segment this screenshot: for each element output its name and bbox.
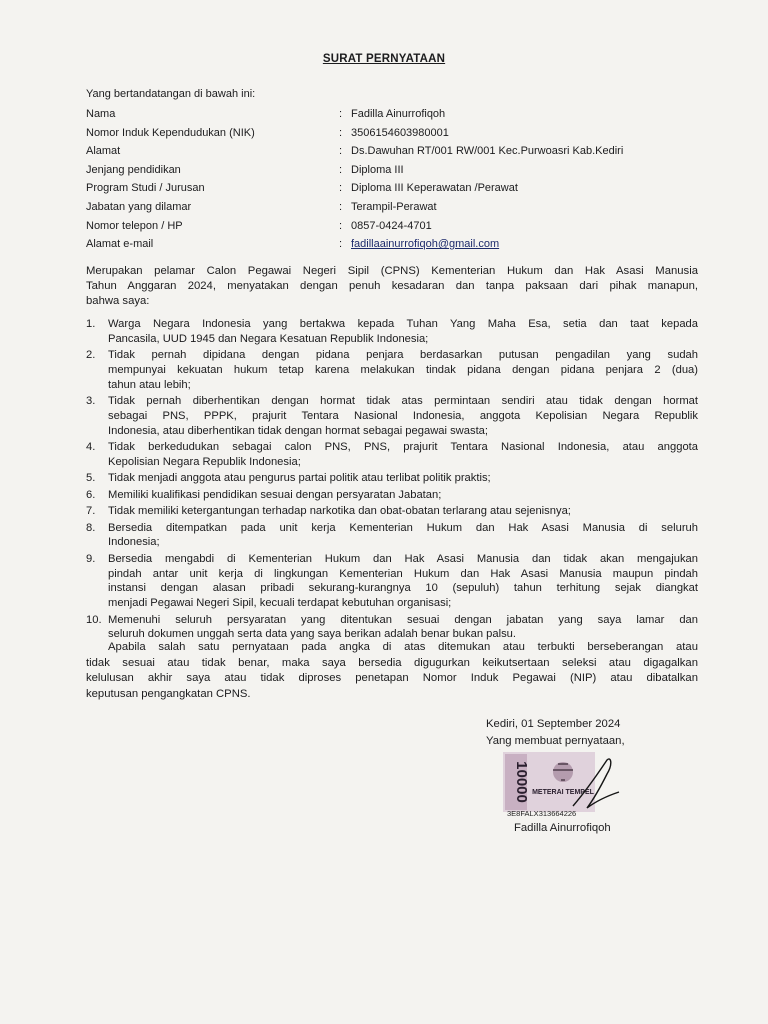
list-line: Memenuhi seluruh persyaratan yang ditentukan sesuai dengan jabatan yang saya lamar dan <box>108 613 698 626</box>
list-line: Tidak pernah dipidana dengan pidana penjara berdasarkan putusan pengadilan yang sudah <box>108 349 698 362</box>
list-line: menjadi Pegawai Negeri Sipil, kecuali terdapat kebutuhan organisasi; <box>108 597 452 610</box>
list-line: Tidak memiliki ketergantungan terhadap narkotika dan obat-obatan terlarang atau sejenisnya; <box>108 505 571 518</box>
list-line: sebagai PNS, PPPK, prajurit Tentara Nasional Indonesia, anggota Kepolisian Negara Republik <box>108 409 698 422</box>
signature-block <box>486 716 625 750</box>
list-item <box>86 471 698 486</box>
list-item <box>86 521 698 550</box>
list-item <box>86 440 698 469</box>
field-value: Terampil-Perawat <box>351 200 437 213</box>
list-number: 7. <box>86 505 96 518</box>
field-value: Fadilla Ainurrofiqoh <box>351 108 446 120</box>
list-line: Tidak menjadi anggota atau pengurus partai politik atau terlibat politik praktis; <box>108 472 491 485</box>
list-item <box>86 504 698 519</box>
field-label: Program Studi / Jurusan <box>86 182 205 195</box>
list-number: 8. <box>86 521 96 534</box>
list-number: 4. <box>86 441 96 454</box>
list-item <box>86 552 698 611</box>
field-label: Nama <box>86 108 116 120</box>
stamp-value: 10000 <box>513 761 530 803</box>
field-colon: : <box>339 145 343 158</box>
list-line: Bersedia ditempatkan pada unit kerja Kementerian Hukum dan Hak Asasi Manusia di seluruh <box>108 521 698 534</box>
document-title: SURAT PERNYATAAN <box>322 53 446 65</box>
signer-caption: Yang membuat pernyataan, <box>486 735 625 747</box>
list-number: 5. <box>86 472 96 485</box>
list-line: instansi dengan alasan pribadi sekurang-kurangnya 10 (sepuluh) tahun terhitung sejak diangkat <box>108 582 698 595</box>
field-label: Nomor telepon / HP <box>86 219 183 232</box>
list-line: Tidak pernah diberhentikan dengan hormat tidak atas permintaan sendiri atau tidak dengan hormat <box>108 395 698 408</box>
list-line: tahun atau lebih; <box>108 378 191 391</box>
field-value: Ds.Dawuhan RT/001 RW/001 Kec.Purwoasri Kab.Kediri <box>351 145 624 158</box>
closing-line: keputusan pengangkatan CPNS. <box>86 687 251 700</box>
paragraph-line: Merupakan pelamar Calon Pegawai Negeri Sipil (CPNS) Kementerian Hukum dan Hak Asasi Manusia <box>86 265 698 277</box>
field-label: Jenjang pendidikan <box>86 163 181 176</box>
stamp-label: METERAI TEMPEL <box>532 789 594 796</box>
list-item <box>86 488 698 503</box>
list-line: seluruh dokumen unggah serta data yang saya berikan adalah benar bukan palsu. <box>108 628 517 641</box>
list-number: 6. <box>86 488 96 501</box>
list-item <box>86 348 698 392</box>
revenue-stamp <box>503 752 621 818</box>
field-colon: : <box>339 238 343 251</box>
list-line: Indonesia; <box>108 536 160 549</box>
closing-line: tidak sesuai atau tidak benar, maka saya bersedia digugurkan keikutsertaan seleksi atau digagalkan <box>86 656 698 669</box>
list-number: 1. <box>86 318 96 330</box>
field-value: Diploma III Keperawatan /Perawat <box>351 182 518 195</box>
field-value: 0857-0424-4701 <box>351 219 432 232</box>
field-colon: : <box>339 126 343 139</box>
field-colon: : <box>339 200 343 213</box>
list-line: Indonesia, atau diberhentikan tidak dengan hormat sebagai pegawai swasta; <box>108 424 489 437</box>
field-colon: : <box>339 182 343 195</box>
paragraph-line: bahwa saya: <box>86 295 150 307</box>
list-line: Tidak berkedudukan sebagai calon PNS, PNS, prajurit Tentara Nasional Indonesia, atau anggota <box>108 441 698 454</box>
field-label: Alamat <box>86 145 121 158</box>
list-line: Kepolisian Negara Republik Indonesia; <box>108 455 301 468</box>
list-number: 3. <box>86 395 96 408</box>
field-label: Alamat e-mail <box>86 238 154 251</box>
intro-text: Yang bertandatangan di bawah ini: <box>86 88 256 100</box>
statement-list <box>86 317 698 644</box>
email-link[interactable]: fadillaainurrofiqoh@gmail.com <box>351 238 500 251</box>
field-colon: : <box>339 108 343 120</box>
list-item <box>86 394 698 438</box>
field-colon: : <box>339 163 343 176</box>
list-line: pindah antar unit kerja di lingkungan Kementerian Hukum dan Hak Asasi Manusia maupun pindah <box>108 567 698 580</box>
signer-name: Fadilla Ainurrofiqoh <box>514 822 611 834</box>
field-label: Nomor Induk Kependudukan (NIK) <box>86 126 255 139</box>
field-colon: : <box>339 219 343 232</box>
list-number: 2. <box>86 349 96 362</box>
list-line: Warga Negara Indonesia yang bertakwa kepada Tuhan Yang Maha Esa, setia dan taat kepada <box>108 318 698 330</box>
list-line: Bersedia mengabdi di Kementerian Hukum dan Hak Asasi Manusia dan tidak akan mengajukan <box>108 552 698 565</box>
place-date: Kediri, 01 September 2024 <box>486 718 621 730</box>
statement-paragraph <box>86 264 698 309</box>
list-item <box>86 317 698 346</box>
closing-paragraph <box>86 640 698 702</box>
garuda-icon <box>553 762 573 782</box>
list-line: Memiliki kualifikasi pendidikan sesuai dengan persyaratan Jabatan; <box>108 488 442 501</box>
list-line: Pancasila, UUD 1945 dan Negara Kesatuan Republik Indonesia; <box>108 332 429 345</box>
list-number: 10. <box>86 613 102 626</box>
list-line: mempunyai kekuatan hukum tetap karena melakukan tindak pidana dengan pidana penjara 2 (dua) <box>108 363 698 376</box>
field-value: 3506154603980001 <box>351 126 449 139</box>
field-label: Jabatan yang dilamar <box>86 200 192 213</box>
field-value: Diploma III <box>351 163 404 176</box>
list-number: 9. <box>86 552 96 565</box>
closing-line: kelulusan akhir saya atau tidak diproses penetapan Nomor Induk Pegawai (NIP) atau dibatalkan <box>86 672 698 684</box>
stamp-serial: 3E8FALX313664226 <box>507 809 577 818</box>
closing-line: Apabila salah satu pernyataan pada angka di atas ditemukan atau terbukti berseberangan atau <box>108 641 698 653</box>
list-item <box>86 613 698 642</box>
paragraph-line: Tahun Anggaran 2024, menyatakan dengan penuh kesadaran dan tanpa paksaan dari pihak manapun, <box>86 280 698 292</box>
